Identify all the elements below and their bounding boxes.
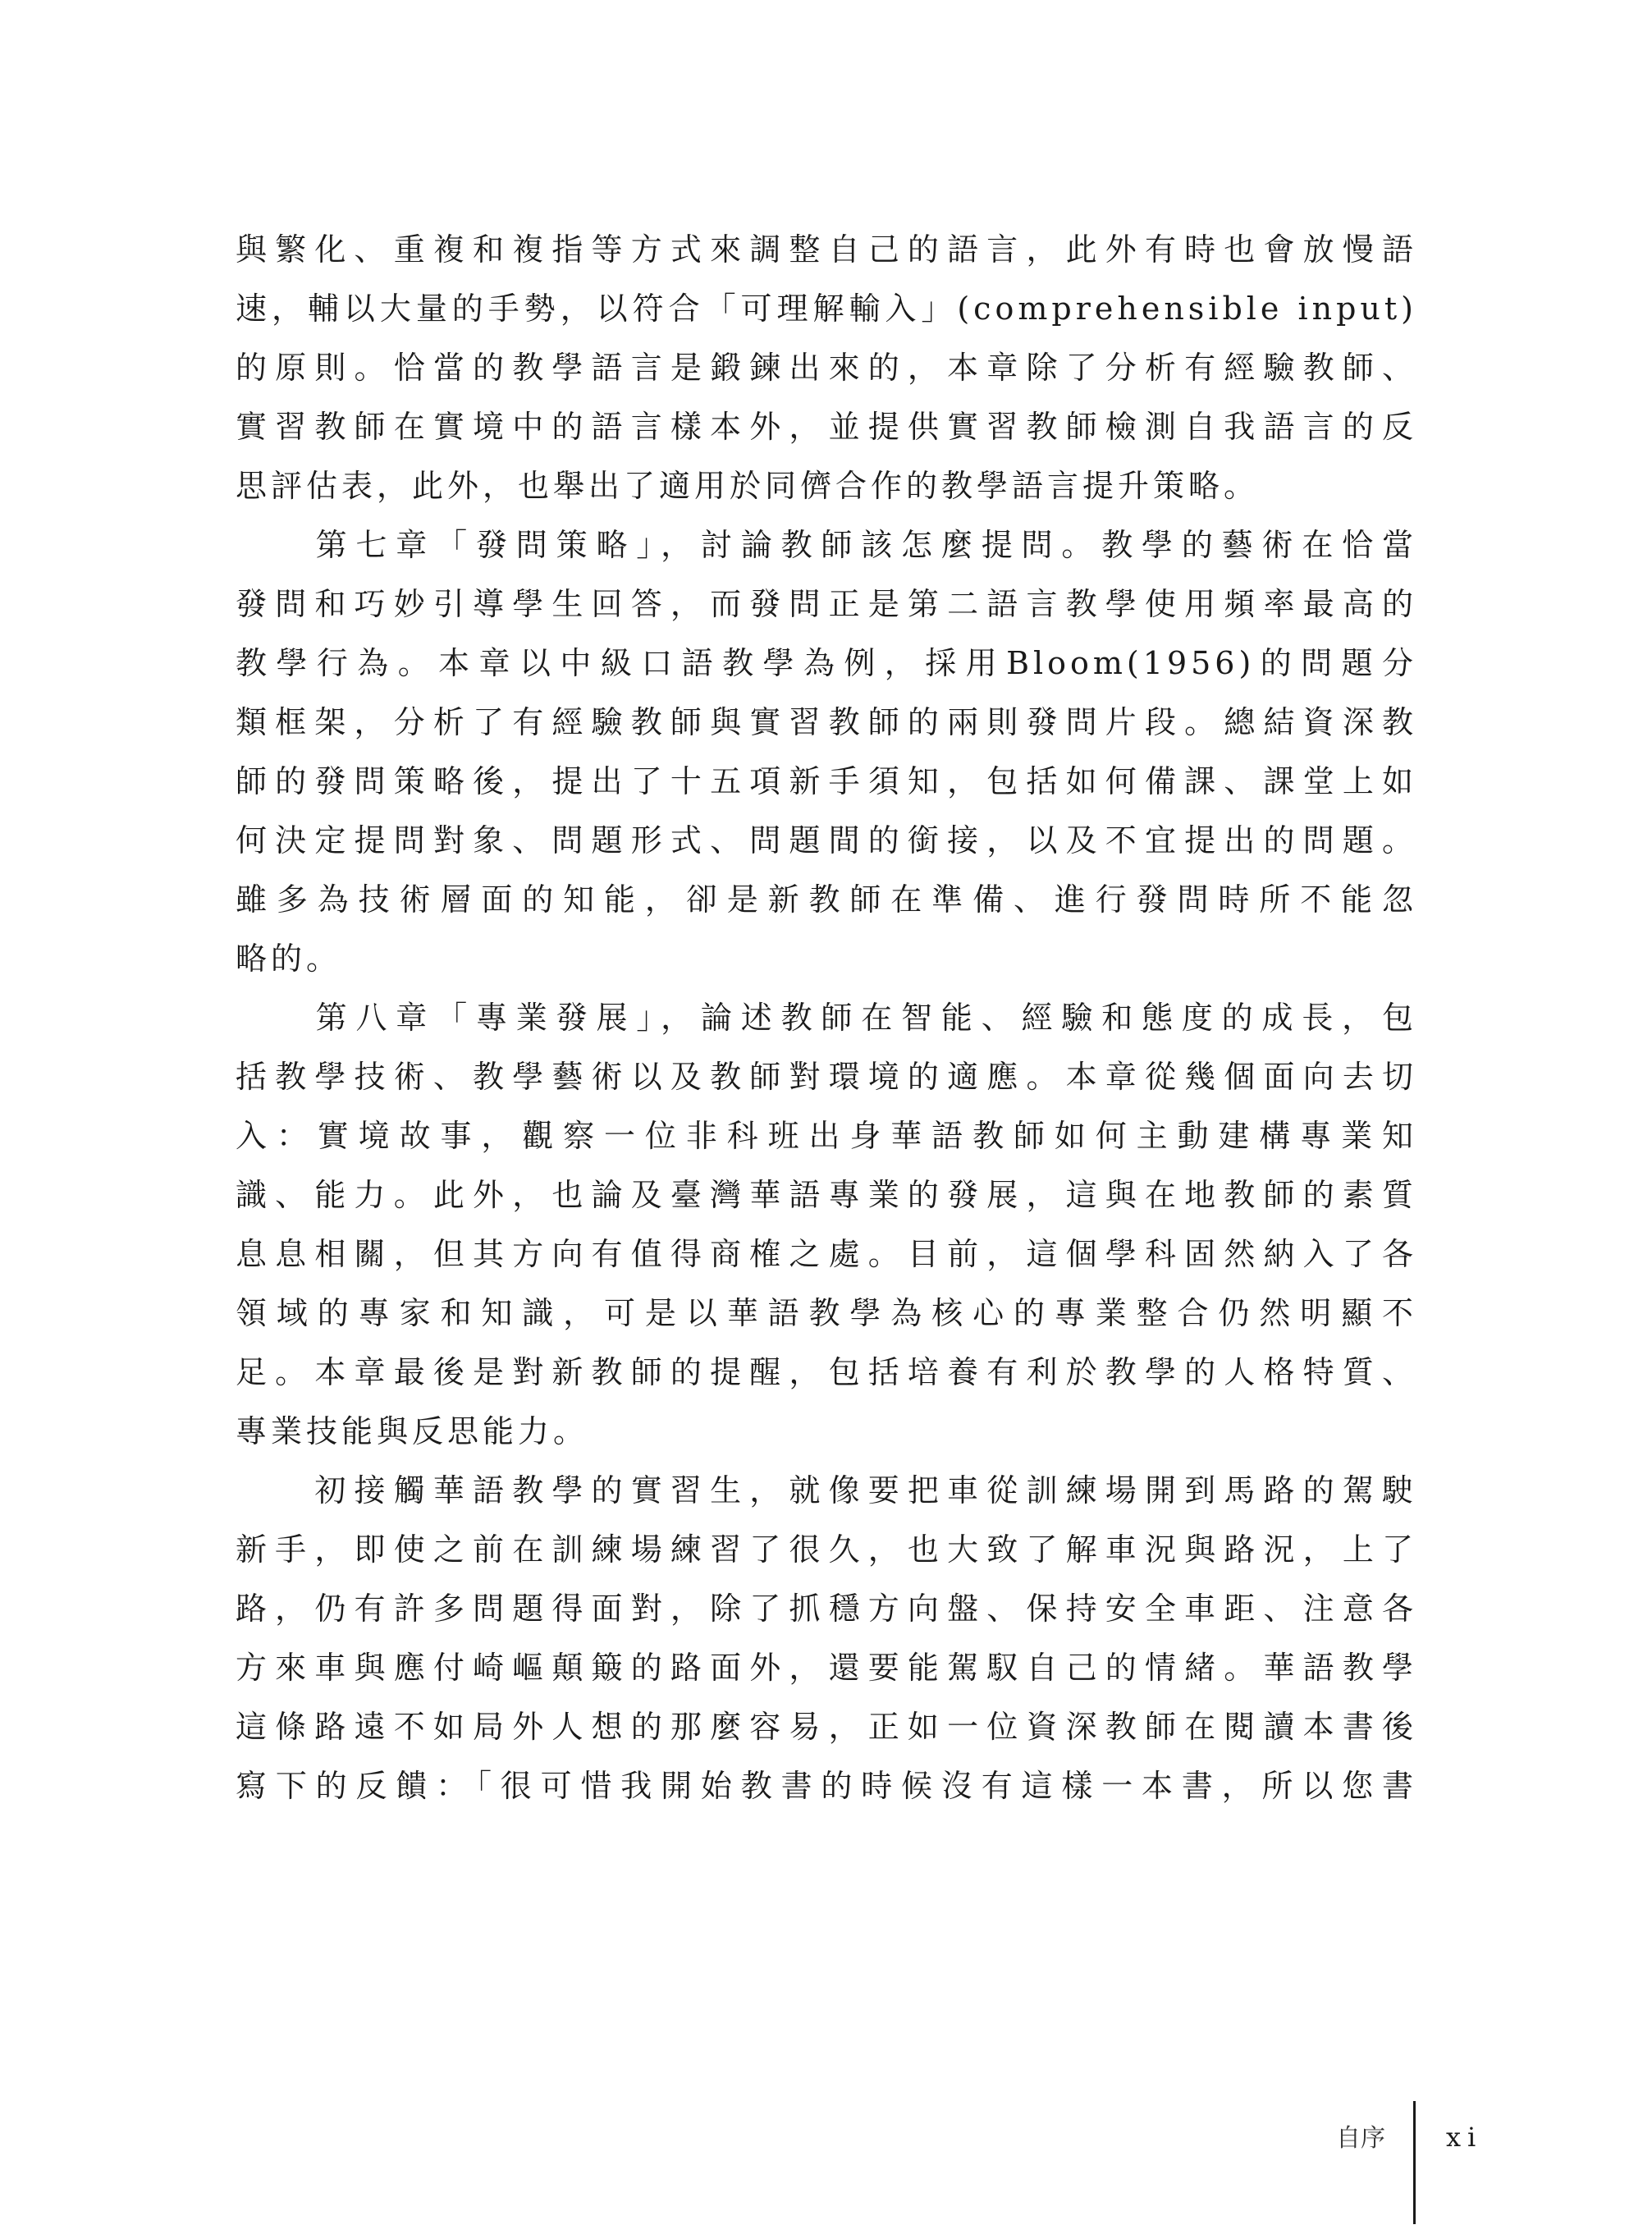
text-line: 寫下的反饋：「很可惜我開始教書的時候沒有這樣一本書，所以您書 [236, 1768, 1417, 1804]
paragraph-2 [236, 515, 1417, 988]
footer-divider [1413, 2101, 1416, 2224]
text-line: 入：實境故事，觀察一位非科班出身華語教師如何主動建構專業知 [236, 1118, 1417, 1154]
body-text [236, 220, 1417, 1815]
text-line: 速，輔以大量的手勢，以符合「可理解輸入」(comprehensible input) [236, 291, 1417, 327]
text-line: 師的發問策略後，提出了十五項新手須知，包括如何備課、課堂上如 [236, 763, 1417, 799]
text-line: 思評估表，此外，也舉出了適用於同儕合作的教學語言提升策略。 [236, 468, 1260, 504]
text-line: 略的。 [236, 941, 342, 977]
text-line: 初接觸華語教學的實習生，就像要把車從訓練場開到馬路的駕駛 [236, 1472, 1417, 1508]
text-line: 教學行為。本章以中級口語教學為例，採用Bloom(1956)的問題分 [236, 645, 1417, 681]
text-line: 的原則。恰當的教學語言是鍛鍊出來的，本章除了分析有經驗教師、 [236, 350, 1417, 386]
paragraph-4 [236, 1461, 1417, 1815]
text-line: 新手，即使之前在訓練場練習了很久，也大致了解車況與路況，上了 [236, 1531, 1417, 1568]
text-line: 發問和巧妙引導學生回答，而發問正是第二語言教學使用頻率最高的 [236, 586, 1417, 622]
text-line: 路，仍有許多問題得面對，除了抓穩方向盤、保持安全車距、注意各 [236, 1591, 1417, 1627]
text-line: 方來車與應付崎嶇顛簸的路面外，還要能駕馭自己的情緒。華語教學 [236, 1650, 1417, 1686]
text-line: 第七章「發問策略」，討論教師該怎麼提問。教學的藝術在恰當 [236, 527, 1417, 563]
text-line: 專業技能與反思能力。 [236, 1413, 589, 1449]
text-line: 識、能力。此外，也論及臺灣華語專業的發展，這與在地教師的素質 [236, 1177, 1417, 1213]
page-number: xi [1446, 2122, 1483, 2153]
text-line: 類框架，分析了有經驗教師與實習教師的兩則發問片段。總結資深教 [236, 704, 1417, 740]
text-line: 實習教師在實境中的語言樣本外，並提供實習教師檢測自我語言的反 [236, 409, 1417, 445]
running-footer-section: 自序 [1336, 2124, 1385, 2153]
text-line: 足。本章最後是對新教師的提醒，包括培養有利於教學的人格特質、 [236, 1354, 1417, 1390]
text-line: 與繁化、重複和複指等方式來調整自己的語言，此外有時也會放慢語 [236, 231, 1417, 268]
text-line: 這條路遠不如局外人想的那麼容易，正如一位資深教師在閱讀本書後 [236, 1709, 1417, 1745]
paragraph-1 [236, 220, 1417, 515]
text-line: 何決定提問對象、問題形式、問題間的銜接，以及不宜提出的問題。 [236, 822, 1417, 858]
text-line: 雖多為技術層面的知能，卻是新教師在準備、進行發問時所不能忽 [236, 881, 1417, 918]
paragraph-3 [236, 988, 1417, 1461]
text-line: 括教學技術、教學藝術以及教師對環境的適應。本章從幾個面向去切 [236, 1059, 1417, 1095]
text-line: 第八章「專業發展」，論述教師在智能、經驗和態度的成長，包 [236, 1000, 1417, 1036]
text-line: 息息相關，但其方向有值得商榷之處。目前，這個學科固然納入了各 [236, 1236, 1417, 1272]
text-line: 領域的專家和知識，可是以華語教學為核心的專業整合仍然明顯不 [236, 1295, 1417, 1331]
